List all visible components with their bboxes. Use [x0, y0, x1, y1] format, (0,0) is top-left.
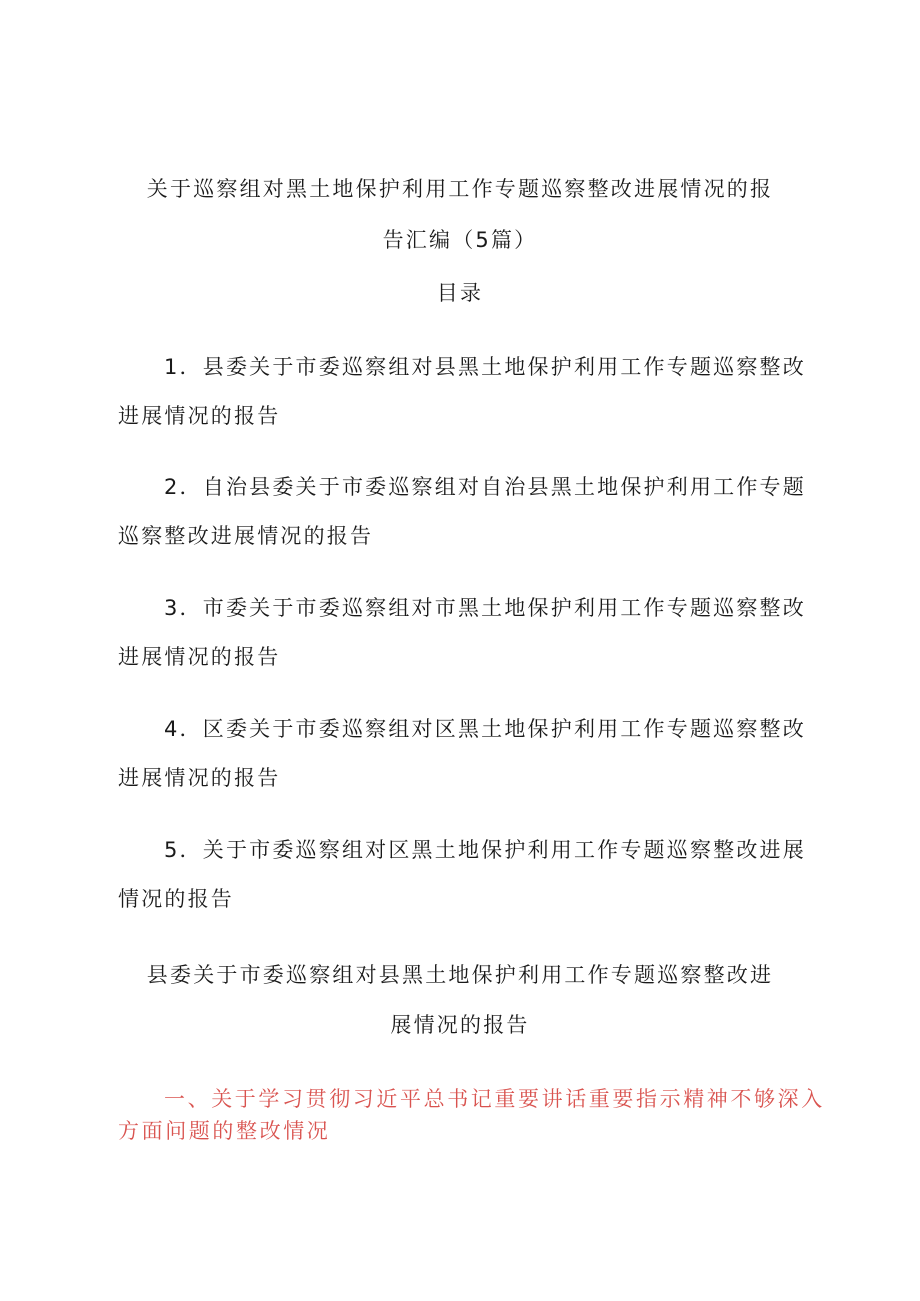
toc-item-4-line-2: 进展情况的报告 [118, 766, 281, 790]
document-title-line-1: 关于巡察组对黑土地保护利用工作专题巡察整改进展情况的报 [146, 177, 774, 201]
heading-1-line-1: 一、关于学习贯彻习近平总书记重要讲话重要指示精神不够深入 [164, 1087, 825, 1111]
section-title-line-1: 县委关于市委巡察组对县黑土地保护利用工作专题巡察整改进 [146, 963, 774, 987]
toc-item-3-line-2: 进展情况的报告 [118, 645, 281, 669]
section-title-line-2: 展情况的报告 [390, 1013, 530, 1037]
toc-heading: 目录 [436, 281, 484, 305]
toc-item-5-line-1: 5．关于市委巡察组对区黑土地保护利用工作专题巡察整改进展 [164, 838, 806, 862]
toc-item-3-line-1: 3．市委关于市委巡察组对市黑土地保护利用工作专题巡察整改 [164, 596, 806, 620]
toc-item-2-line-2: 巡察整改进展情况的报告 [118, 524, 374, 548]
heading-1-line-2: 方面问题的整改情况 [118, 1119, 331, 1143]
document-title-line-2: 告汇编（5篇） [382, 228, 538, 252]
toc-item-2-line-1: 2．自治县委关于市委巡察组对自治县黑土地保护利用工作专题 [164, 475, 806, 499]
toc-item-1-line-2: 进展情况的报告 [118, 404, 281, 428]
toc-item-5-line-2: 情况的报告 [118, 887, 234, 911]
toc-item-4-line-1: 4．区委关于市委巡察组对区黑土地保护利用工作专题巡察整改 [164, 717, 806, 741]
toc-item-1-line-1: 1．县委关于市委巡察组对县黑土地保护利用工作专题巡察整改 [164, 355, 806, 379]
